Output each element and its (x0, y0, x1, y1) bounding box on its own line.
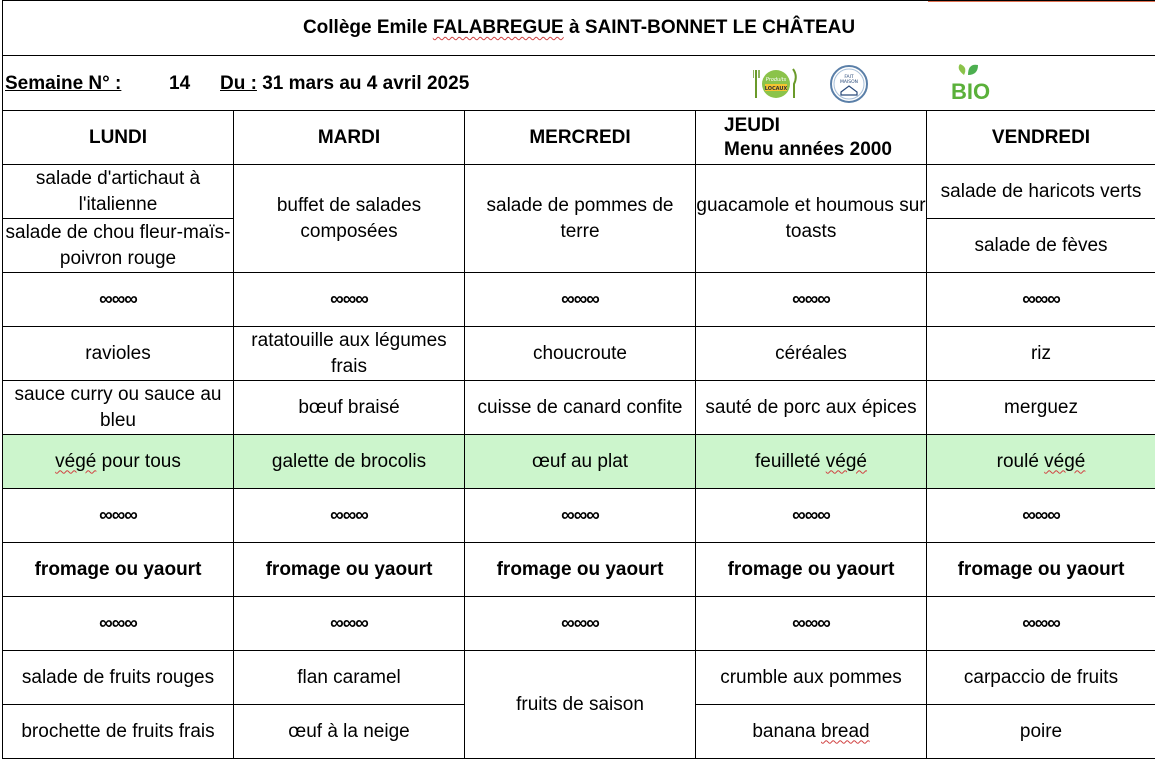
separator: ∞∞∞ (234, 489, 465, 543)
dessert-cell: flan caramel (234, 651, 465, 705)
bio-logo-icon (950, 61, 998, 103)
side-cell: ravioles (3, 327, 234, 381)
jeudi-theme: Menu années 2000 (724, 138, 892, 160)
main-cell: sauce curry ou sauce au bleu (3, 381, 234, 435)
veg-text: végé (825, 450, 867, 472)
dessert-cell: crumble aux pommes (696, 651, 927, 705)
dessert-cell: carpaccio de fruits (927, 651, 1155, 705)
homemade-logo-text-1: FAIT (844, 75, 854, 80)
cheese-cell: fromage ou yaourt (3, 543, 234, 597)
separator: ∞∞∞ (696, 273, 927, 327)
local-produce-logo-icon (753, 64, 799, 104)
separator: ∞∞∞ (465, 489, 696, 543)
side-cell: choucroute (465, 327, 696, 381)
vegetarian-cell: galette de brocolis (234, 435, 465, 489)
day-header-vendredi: VENDREDI (927, 111, 1155, 165)
dessert-cell (696, 705, 927, 759)
title-part: Collège Emile (302, 17, 433, 38)
homemade-logo-text-2: MAISON (839, 80, 859, 85)
main-cell: bœuf braisé (234, 381, 465, 435)
main-cell: cuisse de canard confite (465, 381, 696, 435)
week-label: Semaine N° : (5, 73, 122, 94)
dessert-text: bread (821, 720, 870, 742)
separator: ∞∞∞ (696, 597, 927, 651)
date-range (220, 71, 469, 97)
day-header-jeudi (696, 111, 927, 165)
cheese-cell: fromage ou yaourt (234, 543, 465, 597)
separator: ∞∞∞ (927, 489, 1155, 543)
separator: ∞∞∞ (234, 273, 465, 327)
separator: ∞∞∞ (696, 489, 927, 543)
separator: ∞∞∞ (3, 597, 234, 651)
side-cell: céréales (696, 327, 927, 381)
vegetarian-cell: œuf au plat (465, 435, 696, 489)
main-cell: merguez (927, 381, 1155, 435)
veg-text: végé (55, 450, 97, 472)
starter-cell: guacamole et houmous sur toasts (696, 165, 927, 273)
dessert-cell: salade de fruits rouges (3, 651, 234, 705)
homemade-logo-icon (829, 64, 869, 104)
vegetarian-cell (927, 435, 1155, 489)
week-info-row (3, 56, 1155, 111)
local-logo-text-1: Produits (765, 77, 787, 83)
title-part: à SAINT-BONNET LE CHÂTEAU (563, 17, 856, 38)
dessert-cell: poire (927, 705, 1155, 759)
separator: ∞∞∞ (927, 273, 1155, 327)
veg-text: feuilleté (755, 450, 826, 472)
vegetarian-cell (696, 435, 927, 489)
dessert-cell: fruits de saison (465, 651, 696, 759)
jeudi-label: JEUDI (724, 114, 780, 136)
menu-table (2, 0, 1155, 759)
title-part: FALABREGUE (432, 17, 564, 38)
veg-text: roulé (996, 450, 1045, 472)
main-cell: sauté de porc aux épices (696, 381, 927, 435)
date-label: Du : (220, 73, 257, 94)
separator: ∞∞∞ (234, 597, 465, 651)
local-logo-text-2: LOCAUX (764, 86, 788, 92)
starter-cell: salade de chou fleur-maïs-poivron rouge (3, 219, 234, 273)
side-cell: ratatouille aux légumes frais (234, 327, 465, 381)
vegetarian-cell (3, 435, 234, 489)
day-header-mardi: MARDI (234, 111, 465, 165)
dessert-text: banana (752, 720, 822, 742)
separator: ∞∞∞ (927, 597, 1155, 651)
starter-cell: salade de pommes de terre (465, 165, 696, 273)
separator: ∞∞∞ (3, 489, 234, 543)
day-header-mercredi: MERCREDI (465, 111, 696, 165)
date-value: 31 mars au 4 avril 2025 (256, 73, 470, 94)
dessert-cell: œuf à la neige (234, 705, 465, 759)
separator: ∞∞∞ (465, 597, 696, 651)
starter-cell: salade de fèves (927, 219, 1155, 273)
starter-cell: salade de haricots verts (927, 165, 1155, 219)
veg-text: végé (1044, 450, 1086, 472)
bio-logo-text: BIO (951, 79, 991, 103)
starter-cell: salade d'artichaut à l'italienne (3, 165, 234, 219)
side-cell: riz (927, 327, 1155, 381)
cheese-cell: fromage ou yaourt (465, 543, 696, 597)
day-header-lundi: LUNDI (3, 111, 234, 165)
starter-cell: buffet de salades composées (234, 165, 465, 273)
cheese-cell: fromage ou yaourt (927, 543, 1155, 597)
separator: ∞∞∞ (3, 273, 234, 327)
dessert-cell: brochette de fruits frais (3, 705, 234, 759)
veg-text: pour tous (96, 450, 181, 472)
cheese-cell: fromage ou yaourt (696, 543, 927, 597)
separator: ∞∞∞ (465, 273, 696, 327)
page-title (3, 1, 1155, 56)
week-number: 14 (169, 73, 191, 94)
